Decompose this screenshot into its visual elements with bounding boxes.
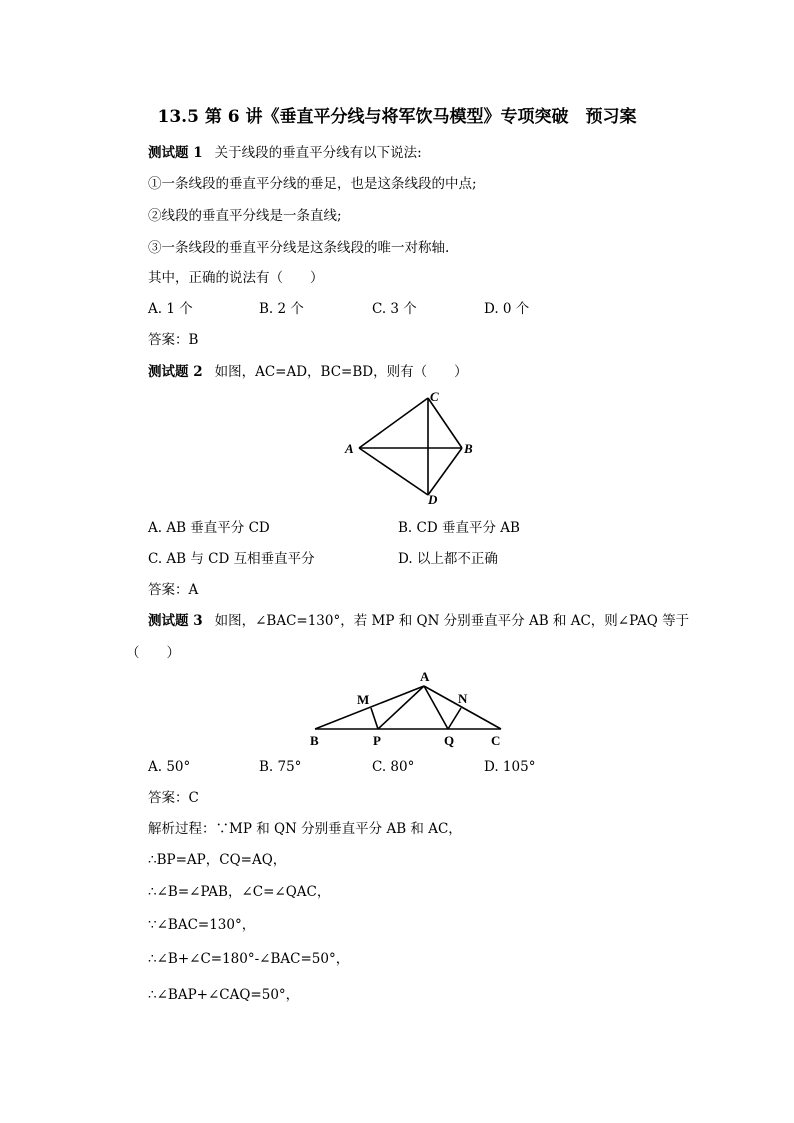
q2-label-d: D	[428, 492, 438, 507]
q1-statement-2: ②线段的垂直平分线是一条直线;	[148, 208, 342, 224]
q3-option-b: B. 75°	[259, 759, 302, 775]
q3-solution-line-2: ∴BP=AP，CQ=AQ，	[148, 852, 287, 868]
q3-solution-line-1: 解析过程：∵MP 和 QN 分别垂直平分 AB 和 AC，	[148, 821, 462, 837]
q3-solution-line-3: ∴∠B=∠PAB，∠C=∠QAC，	[148, 884, 331, 900]
q3-solution-line-4: ∵∠BAC=130°，	[148, 917, 256, 933]
q2-segment-ac	[359, 398, 428, 448]
q3-label-m: M	[357, 692, 370, 707]
q1-question: 其中，正确的说法有（ ）	[148, 270, 324, 286]
q1-stem-line	[148, 144, 422, 162]
q3-segment-ap	[378, 686, 424, 729]
q1-option-a: A. 1 个	[148, 301, 193, 317]
q3-segment-nq	[448, 708, 461, 729]
q3-option-c: C. 80°	[372, 759, 415, 775]
q3-answer: 答案：C	[148, 790, 199, 806]
q2-stem: 如图，AC=AD，BC=BD，则有（ ）	[214, 364, 468, 380]
q3-segment-mp	[371, 708, 378, 729]
q1-stem: 关于线段的垂直平分线有以下说法:	[214, 145, 422, 161]
q2-label-b: B	[464, 441, 473, 456]
q3-solution-line-6: ∴∠BAP+∠CAQ=50°，	[148, 987, 300, 1003]
q2-option-b: B. CD 垂直平分 AB	[398, 520, 520, 536]
q3-label-c: C	[491, 733, 501, 748]
q3-label-n: N	[458, 691, 468, 706]
q1-option-b: B. 2 个	[259, 301, 304, 317]
q3-label-b: B	[310, 733, 319, 748]
q1-statement-1: ①一条线段的垂直平分线的垂足，也是这条线段的中点;	[148, 176, 477, 192]
q2-segment-da	[359, 448, 428, 495]
q1-option-d: D. 0 个	[484, 301, 530, 317]
q3-label-a: A	[420, 669, 430, 684]
q1-option-c: C. 3 个	[372, 301, 417, 317]
q3-label-q: Q	[444, 733, 455, 748]
q2-answer: 答案：A	[148, 582, 199, 598]
q3-solution-line-5: ∴∠B+∠C=180°-∠BAC=50°，	[148, 951, 350, 967]
q3-stem-cont: （ ）	[126, 645, 180, 661]
q2-label-a: A	[345, 441, 354, 456]
q2-option-c: C. AB 与 CD 互相垂直平分	[148, 551, 315, 567]
q2-stem-line	[148, 363, 468, 381]
q3-segment-ba	[315, 686, 424, 729]
q3-stem: 如图，∠BAC=130°，若 MP 和 QN 分别垂直平分 AB 和 AC，则∠PAQ 等于	[214, 613, 690, 629]
q2-figure	[340, 385, 480, 510]
q2-option-d: D. 以上都不正确	[398, 551, 498, 567]
q3-label: 测试题 3	[148, 613, 203, 629]
page-title: 13.5 第 6 讲《垂直平分线与将军饮马模型》专项突破 预习案	[157, 107, 637, 127]
q3-label-p: P	[373, 733, 381, 748]
q3-option-d: D. 105°	[484, 759, 536, 775]
q1-label: 测试题 1	[148, 145, 203, 161]
q2-label: 测试题 2	[148, 364, 203, 380]
q1-statement-3: ③一条线段的垂直平分线是这条线段的唯一对称轴.	[148, 240, 450, 256]
q1-answer: 答案：B	[148, 332, 199, 348]
q2-segment-bd	[428, 448, 462, 495]
q3-figure	[305, 668, 510, 750]
q2-option-a: A. AB 垂直平分 CD	[148, 520, 270, 536]
q3-option-a: A. 50°	[148, 759, 191, 775]
q2-segment-cb	[428, 398, 462, 448]
q2-label-c: C	[430, 389, 439, 404]
q3-stem-line	[148, 612, 689, 630]
